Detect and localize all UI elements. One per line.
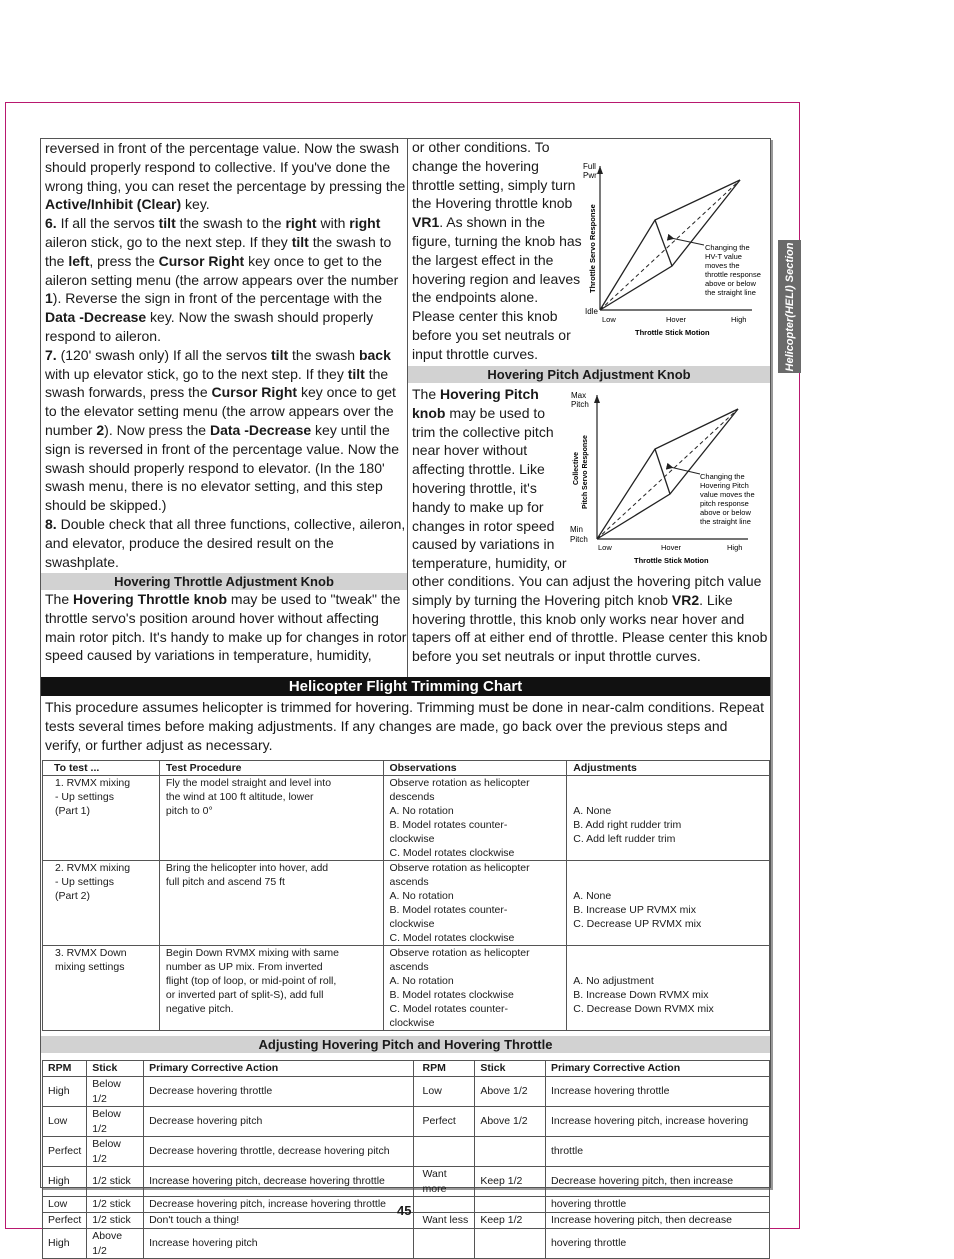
rpm-cell: High — [43, 1167, 87, 1197]
right-column-text-3 — [412, 572, 772, 666]
table-row — [43, 776, 770, 861]
table-row — [43, 1077, 770, 1107]
action-cell: Increase hovering pitch — [144, 1229, 413, 1259]
text-segment: key until the sign is reversed in front of the percentage value. Now the swash should properly respond to elevator. (In the 180' swash menu, there is no elevator setting, and this step should be skipped.) — [45, 421, 400, 514]
fig1-x-axis-label: Throttle Stick Motion — [635, 328, 710, 337]
fig2-x-low: Low — [598, 543, 612, 552]
col-action-2: Primary Corrective Action — [545, 1061, 769, 1077]
table-row — [43, 946, 770, 1031]
text-segment: key. — [181, 196, 210, 213]
procedure-cell: Bring the helicopter into hover, add full pitch and ascend 75 ft — [159, 861, 383, 946]
text-segment: ). Now press the — [104, 421, 210, 438]
observations-cell: Observe rotation as helicopter ascends A. No rotation B. Model rotates counter- clockwise C. Model rotates clockwise — [383, 861, 567, 946]
text-segment: Cursor Right — [211, 384, 298, 401]
text-segment: ). Reverse the sign in front of the percentage with the — [52, 290, 382, 307]
action-cell: Don't touch a thing! — [144, 1213, 413, 1229]
text-segment: the swash forwards, press the — [45, 365, 389, 401]
action-cell: Increase hovering pitch, decrease hovering throttle — [144, 1167, 413, 1197]
paragraph-hover-throttle — [45, 590, 407, 665]
text-segment: with up elevator stick, go to the next step. If they — [45, 365, 348, 382]
text-segment: left — [68, 252, 90, 269]
stick-cell: Above 1/2 — [87, 1229, 144, 1259]
text-segment: the swash to the — [45, 233, 392, 269]
rpm-cell-2: Want more — [413, 1167, 475, 1197]
fig2-note-1: Changing the — [700, 472, 745, 481]
table-row — [43, 1167, 770, 1197]
trimming-chart-title: Helicopter Flight Trimming Chart — [41, 677, 770, 696]
text-segment: aileron stick, go to the next step. If they — [45, 233, 292, 250]
rpm-cell: High — [43, 1077, 87, 1107]
fig1-x-hover: Hover — [666, 315, 687, 324]
stick-cell: 1/2 stick — [87, 1167, 144, 1197]
test-cell: 1. RVMX mixing - Up settings (Part 1) — [43, 776, 160, 861]
section-tab-label: Helicopter(HELI) Section — [783, 242, 796, 371]
rpm-cell-2 — [413, 1197, 475, 1213]
hover-throttle-text — [45, 590, 407, 665]
text-segment: may be used to trim the collective pitch near hover without affecting throttle. Like hovering throttle, it's handy to make up for changes in rotor speed caused by variations in temperature, humidity, or — [412, 404, 567, 572]
fig1-note-5: above or below — [705, 279, 756, 288]
text-segment: right — [349, 215, 381, 232]
col-observations: Observations — [383, 761, 567, 776]
fig1-x-low: Low — [602, 315, 616, 324]
rpm-cell-2: Low — [413, 1077, 475, 1107]
col-stick: Stick — [87, 1061, 144, 1077]
fig1-note-2: HV-T value — [705, 252, 742, 261]
rpm-cell: Perfect — [43, 1137, 87, 1167]
action-cell-2: throttle — [545, 1137, 769, 1167]
procedure-cell: Fly the model straight and level into the wind at 100 ft altitude, lower pitch to 0° — [159, 776, 383, 861]
action-cell: Decrease hovering pitch, increase hovering throttle — [144, 1197, 413, 1213]
col-rpm: RPM — [43, 1061, 87, 1077]
fig2-x-high: High — [727, 543, 743, 552]
text-segment: . Like hovering throttle, this knob only works near hover and tapers off at either end of throttle. Please center this knob before you set neutrals or input throttle curves. — [412, 591, 768, 665]
text-segment: VR2 — [671, 591, 700, 608]
adjustments-cell: A. None B. Add right rudder trim C. Add left rudder trim — [567, 776, 770, 861]
text-segment: tilt — [271, 346, 289, 363]
action-cell-2: Increase hovering pitch, then decrease — [545, 1213, 769, 1229]
rpm-cell-2 — [413, 1229, 475, 1259]
fig1-arrow — [671, 238, 704, 245]
hover-pitch-heading: Hovering Pitch Adjustment Knob — [408, 366, 770, 383]
fig2-top-label-2: Pitch — [571, 400, 589, 409]
section-tab[interactable] — [778, 240, 801, 373]
text-segment: The — [412, 386, 441, 402]
table-row — [43, 1229, 770, 1259]
fig1-top-label-2: Pwr — [583, 171, 597, 180]
text-segment: Double check that all three functions, collective, aileron, and elevator, produce the desired result on the swashplate. — [45, 515, 406, 570]
rpm-cell-2 — [413, 1137, 475, 1167]
action-cell: Decrease hovering pitch — [144, 1107, 413, 1137]
adjustments-cell: A. No adjustment B. Increase Down RVMX mix C. Decrease Down RVMX mix — [567, 946, 770, 1031]
fig1-top-label-1: Full — [583, 162, 596, 171]
col-action: Primary Corrective Action — [144, 1061, 413, 1077]
fig2-bottom-label-1: Min — [570, 525, 583, 534]
adjust-header-row — [43, 1061, 770, 1077]
action-cell-2: Increase hovering throttle — [545, 1077, 769, 1107]
fig1-bottom-label: Idle — [585, 307, 598, 316]
rpm-cell-2: Perfect — [413, 1107, 475, 1137]
fig2-y-axis-label-1: Collective — [573, 451, 580, 485]
fig2-x-hover: Hover — [661, 543, 682, 552]
text-segment: (120' swash only) If all the servos — [56, 346, 272, 363]
table-row — [43, 1137, 770, 1167]
col-to-test: To test ... — [43, 761, 160, 776]
text-segment: other conditions. You can adjust the hovering pitch value simply by turning the Hovering pitch knob — [412, 573, 762, 608]
text-segment: key once to get to the elevator setting menu (the arrow appears over the number — [45, 384, 396, 438]
stick-cell: 1/2 stick — [87, 1197, 144, 1213]
text-segment: reversed in front of the percentage value. Now the swash should properly respond to collective. If you've done the wrong thing, you can reset the percentage by pressing the — [45, 140, 406, 194]
column-divider — [407, 138, 408, 678]
hover-throttle-heading: Hovering Throttle Adjustment Knob — [41, 573, 407, 590]
text-segment: If all the servos — [56, 215, 159, 232]
rpm-cell-2: Want less — [413, 1213, 475, 1229]
procedure-cell: Begin Down RVMX mixing with same number as UP mix. From inverted flight (top of loop, or mid-point of roll, or inverted part of split-S), add full negative pitch. — [159, 946, 383, 1031]
page-number: 45 — [397, 1203, 412, 1218]
fig2-note-4: pitch response — [700, 499, 749, 508]
action-cell-2: Decrease hovering pitch, then increase — [545, 1167, 769, 1197]
paragraph-hover-pitch-knob — [412, 385, 572, 573]
fig1-note-6: the straight line — [705, 288, 756, 297]
fig2-note-3: value moves the — [700, 490, 755, 499]
text-segment: Data -Decrease — [45, 309, 147, 326]
fig1-note-3: moves the — [705, 261, 740, 270]
fig2-top-label-1: Max — [571, 391, 587, 400]
step-6 — [45, 214, 407, 346]
stick-cell-2 — [475, 1137, 546, 1167]
action-cell-2: hovering throttle — [545, 1229, 769, 1259]
text-segment: tilt — [158, 215, 176, 232]
text-segment: tilt — [347, 365, 365, 382]
rpm-cell: Low — [43, 1107, 87, 1137]
text-segment: 2 — [96, 421, 105, 438]
stick-cell-2 — [475, 1197, 546, 1213]
test-cell: 2. RVMX mixing - Up settings (Part 2) — [43, 861, 160, 946]
fig2-note-6: the straight line — [700, 517, 751, 526]
rpm-cell: Perfect — [43, 1213, 87, 1229]
text-segment: with — [316, 215, 350, 232]
action-cell: Decrease hovering throttle, decrease hovering pitch — [144, 1137, 413, 1167]
adjustments-cell: A. None B. Increase UP RVMX mix C. Decrease UP RVMX mix — [567, 861, 770, 946]
right-column-text-2 — [412, 385, 572, 573]
table-row — [43, 861, 770, 946]
fig1-y-axis-label: Throttle Servo Response — [588, 204, 597, 293]
text-segment: tilt — [291, 233, 309, 250]
text-segment: the swash — [288, 346, 359, 363]
test-cell: 3. RVMX Down mixing settings — [43, 946, 160, 1031]
fig2-note-2: Hovering Pitch — [700, 481, 749, 490]
text-segment: or other conditions. To change the hovering throttle setting, simply turn the Hovering throttle knob — [412, 139, 576, 212]
text-segment: may be used to "tweak" the throttle servo's position around hover without affecting main rotor pitch. It's handy to make up for changes in rotor speed caused by variations in temperature, humidity, — [45, 591, 407, 664]
stick-cell-2: Above 1/2 — [475, 1077, 546, 1107]
fig2-arrow — [670, 467, 700, 474]
right-column-text-1 — [412, 138, 584, 364]
trimming-chart-intro: This procedure assumes helicopter is trimmed for hovering. Trimming must be done in near-calm conditions. Repeat tests several times before making adjustments. If any changes are made, go back over the previous steps and verify, or further adjust as necessary. — [45, 699, 764, 753]
stick-cell-2: Keep 1/2 — [475, 1167, 546, 1197]
trimming-chart-table — [42, 760, 770, 1031]
table-row — [43, 1107, 770, 1137]
action-cell-2: hovering throttle — [545, 1197, 769, 1213]
text-segment: . As shown in the figure, turning the knob has the largest effect in the hovering region and leaves the endpoints alone. Please center this knob before you set neutrals or input throttle curves. — [412, 214, 582, 362]
action-cell-2: Increase hovering pitch, increase hovering — [545, 1107, 769, 1137]
paragraph-hover-pitch-vr2 — [412, 572, 772, 666]
fig2-bottom-label-2: Pitch — [570, 535, 588, 544]
text-segment: The — [45, 591, 74, 607]
text-segment: the swash to the — [175, 215, 286, 232]
action-cell: Decrease hovering throttle — [144, 1077, 413, 1107]
stick-cell-2: Above 1/2 — [475, 1107, 546, 1137]
stick-cell: Below 1/2 — [87, 1107, 144, 1137]
fig2-note-5: above or below — [700, 508, 751, 517]
fig1-note-4: throttle response — [705, 270, 761, 279]
fig1-note-1: Changing the — [705, 243, 750, 252]
pitch-response-figure — [568, 387, 770, 570]
stick-cell: Below 1/2 — [87, 1077, 144, 1107]
text-segment: Cursor Right — [158, 252, 245, 269]
text-segment: 6. — [45, 215, 57, 232]
rpm-cell: High — [43, 1229, 87, 1259]
text-segment: VR1 — [412, 214, 440, 231]
stick-cell: Below 1/2 — [87, 1137, 144, 1167]
step-7 — [45, 346, 407, 515]
text-segment: 1 — [45, 290, 53, 307]
adjust-table — [42, 1060, 770, 1259]
stick-cell-2 — [475, 1229, 546, 1259]
text-segment: 8. — [45, 515, 57, 532]
rpm-cell: Low — [43, 1197, 87, 1213]
stick-cell: 1/2 stick — [87, 1213, 144, 1229]
stick-cell-2: Keep 1/2 — [475, 1213, 546, 1229]
col-stick-2: Stick — [475, 1061, 546, 1077]
text-segment: right — [285, 215, 317, 232]
fig2-x-axis-label: Throttle Stick Motion — [634, 556, 709, 565]
text-segment: key. Now the swash should properly respond to aileron. — [45, 309, 374, 344]
step-8 — [45, 515, 407, 571]
col-test-procedure: Test Procedure — [159, 761, 383, 776]
text-segment: Data -Decrease — [209, 421, 312, 438]
text-segment: Hovering Pitch knob — [412, 386, 539, 421]
adjust-table-title: Adjusting Hovering Pitch and Hovering Throttle — [41, 1036, 770, 1053]
text-segment: key once to get to the aileron setting menu (the arrow appears over the number — [45, 252, 399, 288]
fig1-x-high: High — [731, 315, 747, 324]
text-segment: 7. — [45, 346, 57, 363]
throttle-response-figure — [580, 158, 770, 340]
text-segment: Hovering Throttle knob — [73, 591, 228, 607]
observations-cell: Observe rotation as helicopter descends A. No rotation B. Model rotates counter- clockwise C. Model rotates clockwise — [383, 776, 567, 861]
col-rpm-2: RPM — [413, 1061, 475, 1077]
paragraph-hover-throttle-knob — [412, 138, 584, 364]
text-segment: , press the — [89, 252, 159, 269]
fig2-y-axis-label-2: Pitch Servo Response — [582, 435, 589, 509]
col-adjustments: Adjustments — [567, 761, 770, 776]
text-segment: back — [358, 346, 391, 363]
paragraph-swash-collective — [45, 139, 407, 214]
observations-cell: Observe rotation as helicopter ascends A. No rotation B. Model rotates clockwise C. Model rotates counter- clockwise — [383, 946, 567, 1031]
text-segment: Active/Inhibit (Clear) — [45, 196, 182, 213]
left-column-text — [45, 139, 407, 571]
